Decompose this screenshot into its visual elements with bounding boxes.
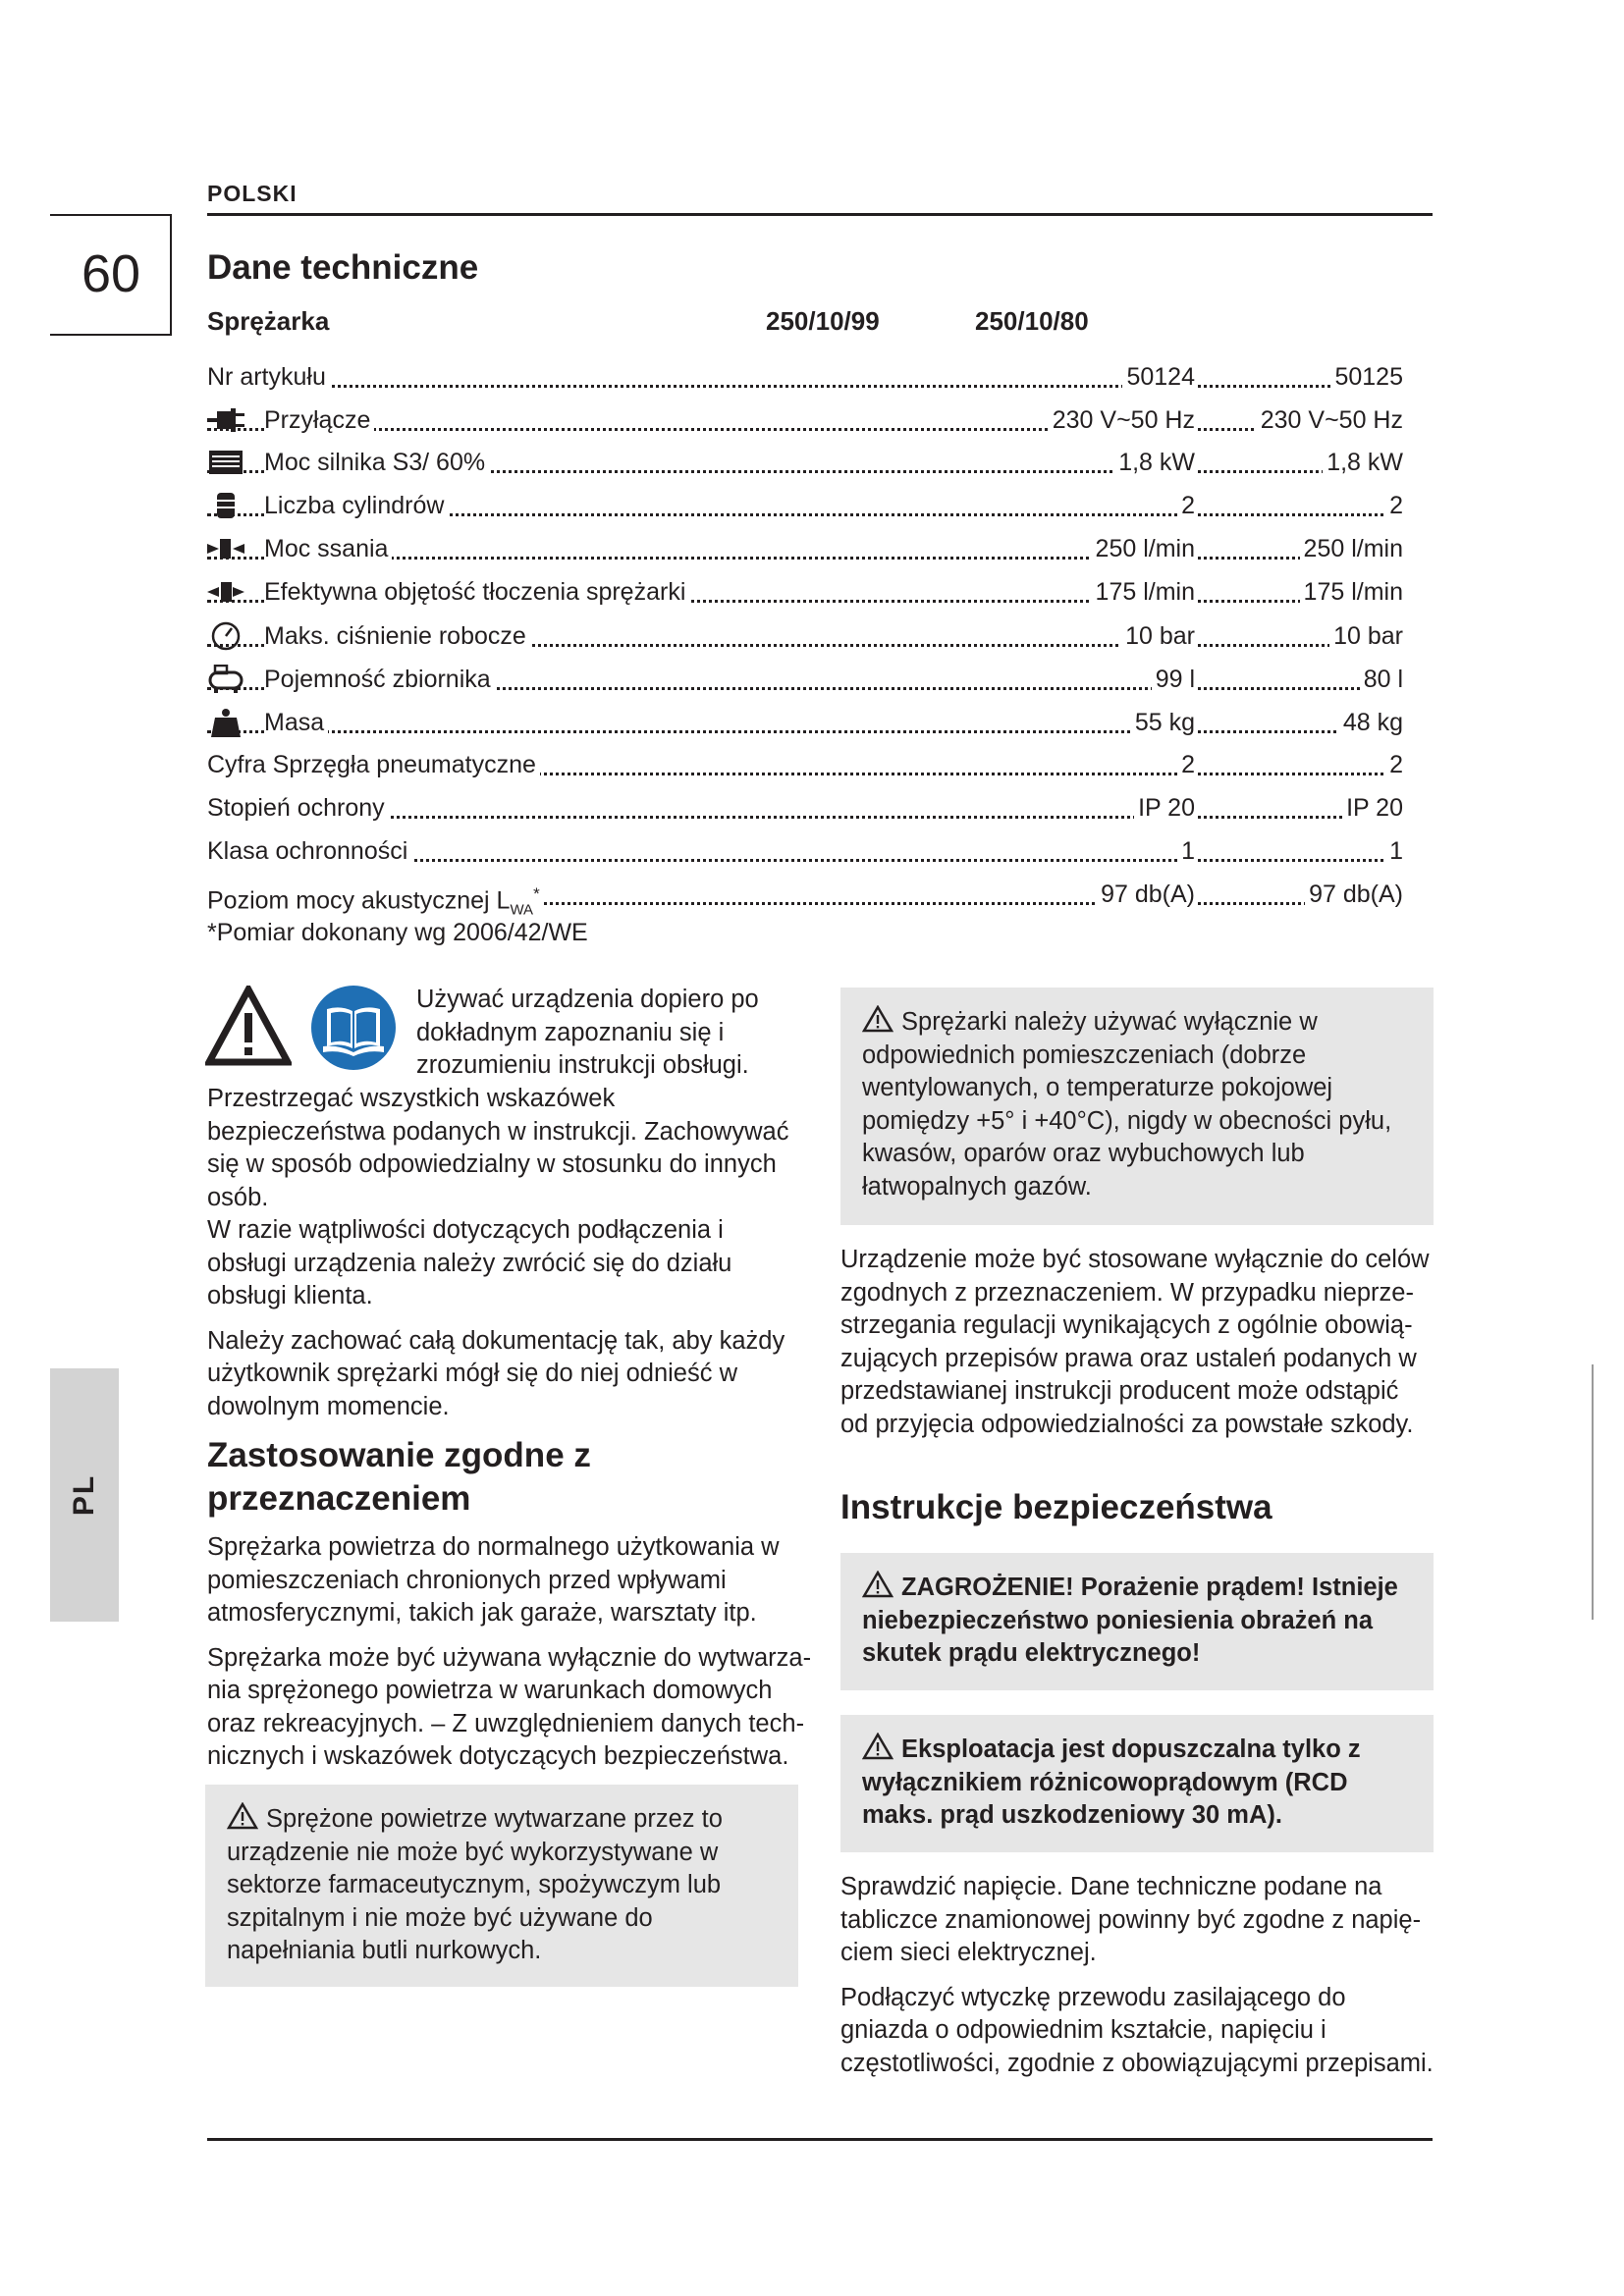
spec-value-model-1: 175 l/min [1092, 570, 1197, 614]
cylinder-icon [207, 491, 244, 520]
model-column-1: 250/10/99 [766, 306, 880, 336]
intro-text: Używać urządzenia dopiero po dokładnym zapoznaniu się i zrozumieniu instrukcji obsługi. [416, 986, 759, 1079]
spec-value-model-2: 50125 [1330, 355, 1403, 399]
spec-row [207, 484, 1403, 527]
footnote: *Pomiar dokonany wg 2006/42/WE [207, 919, 588, 946]
plug-icon [207, 405, 244, 435]
warning-icon [862, 1571, 893, 1598]
spec-label: Klasa ochronności [207, 829, 411, 873]
spec-row [207, 399, 1403, 442]
spec-value-model-2: 1,8 kW [1323, 441, 1403, 484]
warning-icon [862, 1005, 893, 1033]
spec-label: Liczba cylindrów [264, 484, 448, 527]
spec-row [207, 873, 1403, 919]
spec-value-model-2: 1 [1385, 829, 1403, 873]
spec-value-model-1: 50124 [1122, 355, 1197, 399]
dot-leader [207, 428, 1403, 431]
rcd-requirement-box: Eksploatacja jest dopuszczalna tylko z wyłącznikiem różnicowoprądowym (RCD maks. prąd uszkodzeniowy 30 mA). [840, 1715, 1434, 1852]
footer-rule [207, 2138, 1433, 2141]
spec-label: Pojemność zbiornika [264, 658, 495, 701]
left-safety-text: Przestrzegać wszystkich wskazówek bezpieczeństwa podanych w instrukcji. Zachowywać się w sposób odpowiedzialny w stosunku do innych osób. W razie wątpliwości dotyczących podłączenia i obsługi urządzenia należy zwrócić się do działu obsługi klienta. Należy zachować całą dokumentację tak, aby każdy użytkownik sprężarki mógł się do niej odnieść w dowolnym momencie. [207, 1085, 789, 1420]
spec-value-model-1: 1 [1177, 829, 1197, 873]
spec-value-model-1: 2 [1177, 743, 1197, 786]
spec-value-model-2: 97 db(A) [1305, 873, 1403, 916]
warning-icon [862, 1733, 893, 1760]
spec-row [207, 743, 1403, 786]
compressed-air-warning-box: Sprężone powietrze wytwarzane przez to urządzenie nie może być wykorzystywane w sektorze farmaceutycznym, spożywczym lub szpitalnym i nie może być używane do napełniania butli nurkowych. [205, 1785, 798, 1987]
read-manual-icon [309, 984, 398, 1072]
spec-value-model-1: 250 l/min [1092, 527, 1197, 570]
room-conditions-warning-box: Sprężarki należy używać wyłącznie w odpowiednich pomieszczeniach (dobrze wentylowanych, o temperaturze pokojowej pomiędzy +5° i +40°C), nigdy w obecności pyłu, kwasów, oparów oraz wybuchowych lub łatwopalnych gazów. [840, 988, 1434, 1225]
spec-value-model-1: 55 kg [1131, 701, 1197, 744]
spec-value-model-2: 230 V~50 Hz [1257, 399, 1403, 442]
dot-leader [207, 385, 1403, 388]
intended-use-heading: Zastosowanie zgodne z przeznaczeniem [207, 1436, 591, 1518]
spec-label: Nr artykułu [207, 355, 330, 399]
spec-label: Cyfra Sprzęgła pneumatyczne [207, 743, 540, 786]
spec-value-model-1: 97 db(A) [1097, 873, 1197, 916]
tank-icon [207, 665, 244, 694]
spec-label: Stopień ochrony [207, 786, 389, 829]
safety-instructions-heading: Instrukcje bezpieczeństwa [840, 1488, 1272, 1526]
spec-label: Poziom mocy akustycznej $L_{WA}^*$ [207, 873, 544, 932]
spec-label: Efektywna objętość tłoczenia sprężarki [264, 570, 689, 614]
pressure-gauge-icon [207, 621, 244, 651]
spec-value-model-2: 250 l/min [1300, 527, 1403, 570]
spec-value-model-2: 2 [1385, 743, 1403, 786]
spec-label: Moc ssania [264, 527, 392, 570]
voltage-check-text: Sprawdzić napięcie. Dane techniczne podane na tabliczce znamionowej powinny być zgodne z napięciem sieci elektrycznej. Podłączyć wtyczkę przewodu zasilającego do gniazda o odpowiednim kształcie, napięciu i częstotliwości, zgodnie z obowiązującymi przepisami. [840, 1873, 1434, 2077]
spec-label: Przyłącze [264, 399, 374, 442]
spec-value-model-1: 10 bar [1121, 614, 1197, 658]
spec-label: Masa [264, 701, 328, 744]
spec-row [207, 441, 1403, 484]
dot-leader [207, 730, 1403, 733]
spec-value-model-2: 10 bar [1329, 614, 1403, 658]
electric-shock-danger-box: ZAGROŻENIE! Porażenie prądem! Istnieje niebezpieczeństwo poniesienia obrażeń na skutek prądu elektrycznego! [840, 1553, 1434, 1690]
spec-row [207, 829, 1403, 873]
spec-value-model-2: 2 [1385, 484, 1403, 527]
spec-value-model-2: 80 l [1360, 658, 1403, 701]
spec-value-model-1: 2 [1177, 484, 1197, 527]
spec-row [207, 614, 1403, 658]
delivery-icon [207, 577, 244, 607]
spec-row [207, 570, 1403, 614]
intended-use-text: Sprężarka powietrza do normalnego użytkowania w pomieszczeniach chronionych przed wpływami atmosferycznymi, takich jak garaże, warsztaty itp. Sprężarka może być używana wyłącznie do wytwarzania sprężonego powietrza w warunkach domowych oraz rekreacyjnych. – Z uwzględnieniem danych technicznych i wskazówek dotyczących bezpieczeństwa. [207, 1533, 812, 1770]
spec-value-model-2: 48 kg [1339, 701, 1403, 744]
language-side-tab-label: PL [68, 1473, 100, 1517]
liability-text: Urządzenie może być stosowane wyłącznie do celów zgodnych z przeznaczeniem. W przypadku nieprzestrzegania regulacji wynikających z ogólnie obowiązujących przepisów prawa oraz ustaleń podanych w przedstawianej instrukcji producent może odstąpić od przyjęcia odpowiedzialności za powstałe szkody. [840, 1246, 1430, 1438]
spec-value-model-1: IP 20 [1134, 786, 1197, 829]
motor-icon [207, 448, 244, 477]
model-column-2: 250/10/80 [975, 306, 1089, 336]
spec-label: Maks. ciśnienie robocze [264, 614, 530, 658]
language-label: POLSKI [207, 181, 298, 206]
warning-icon [227, 1802, 258, 1830]
edge-mark [1592, 1364, 1594, 1620]
suction-icon [207, 534, 244, 563]
spec-value-model-2: IP 20 [1342, 786, 1403, 829]
header-rule [207, 213, 1433, 216]
tech-data-title: Dane techniczne [207, 248, 479, 287]
warning-triangle-icon [205, 986, 292, 1066]
spec-value-model-1: 230 V~50 Hz [1049, 399, 1197, 442]
spec-label: Moc silnika S3/ 60% [264, 441, 489, 484]
spec-row [207, 701, 1403, 744]
spec-value-model-1: 99 l [1152, 658, 1197, 701]
spec-row [207, 527, 1403, 570]
spec-row [207, 658, 1403, 701]
spec-value-model-2: 175 l/min [1300, 570, 1403, 614]
page-number: 60 [81, 244, 141, 303]
weight-icon [207, 708, 244, 737]
spec-row [207, 355, 1403, 399]
spec-value-model-1: 1,8 kW [1114, 441, 1197, 484]
spec-row [207, 786, 1403, 829]
spec-head-label: Sprężarka [207, 306, 330, 336]
